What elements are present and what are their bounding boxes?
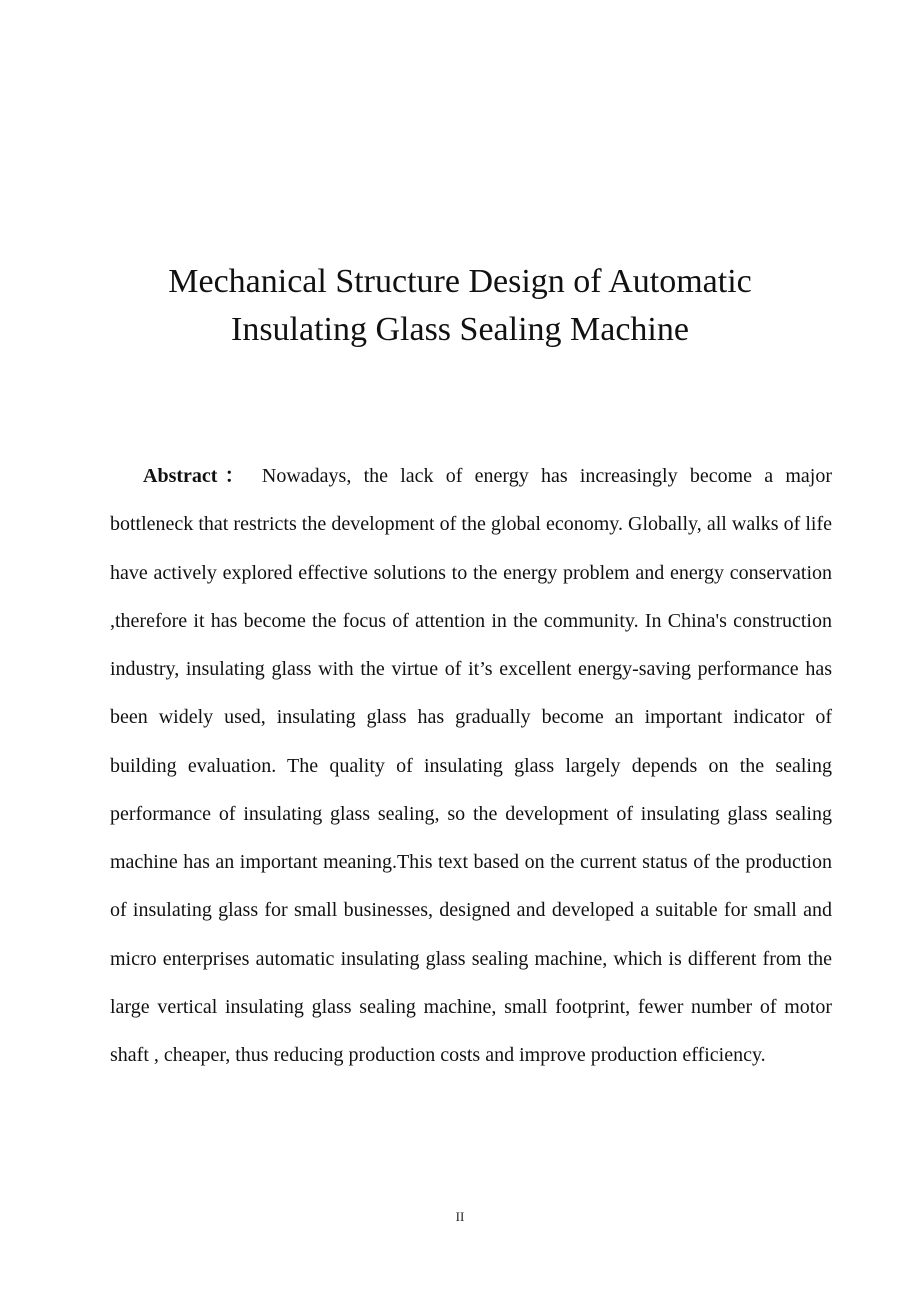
abstract-paragraph	[110, 452, 832, 1079]
page-number: II	[455, 1209, 465, 1224]
abstract-body: Nowadays, the lack of energy has increasingly become a major bottleneck that restricts the development of the global economy. Globally, all walks of life have actively explored effective solutions to the energy problem and energy conservation ,therefore it has become the focus of attention in the community. In China's construction industry, insulating glass with the virtue of it’s excellent energy-saving performance has been widely used, insulating glass has gradually become an important indicator of building evaluation. The quality of insulating glass largely depends on the sealing performance of insulating glass sealing, so the development of insulating glass sealing machine has an important meaning.This text based on the current status of the production of insulating glass for small businesses, designed and developed a suitable for small and micro enterprises automatic insulating glass sealing machine, which is different from the large vertical insulating glass sealing machine, small footprint, fewer number of motor shaft , cheaper, thus reducing production costs and improve production efficiency.	[110, 465, 833, 1066]
title-line-2: Insulating Glass Sealing Machine	[231, 311, 689, 348]
document-title	[0, 258, 920, 354]
title-line-1: Mechanical Structure Design of Automatic	[168, 263, 752, 300]
abstract-separator: ：	[217, 465, 252, 487]
abstract-label: Abstract	[143, 465, 218, 487]
